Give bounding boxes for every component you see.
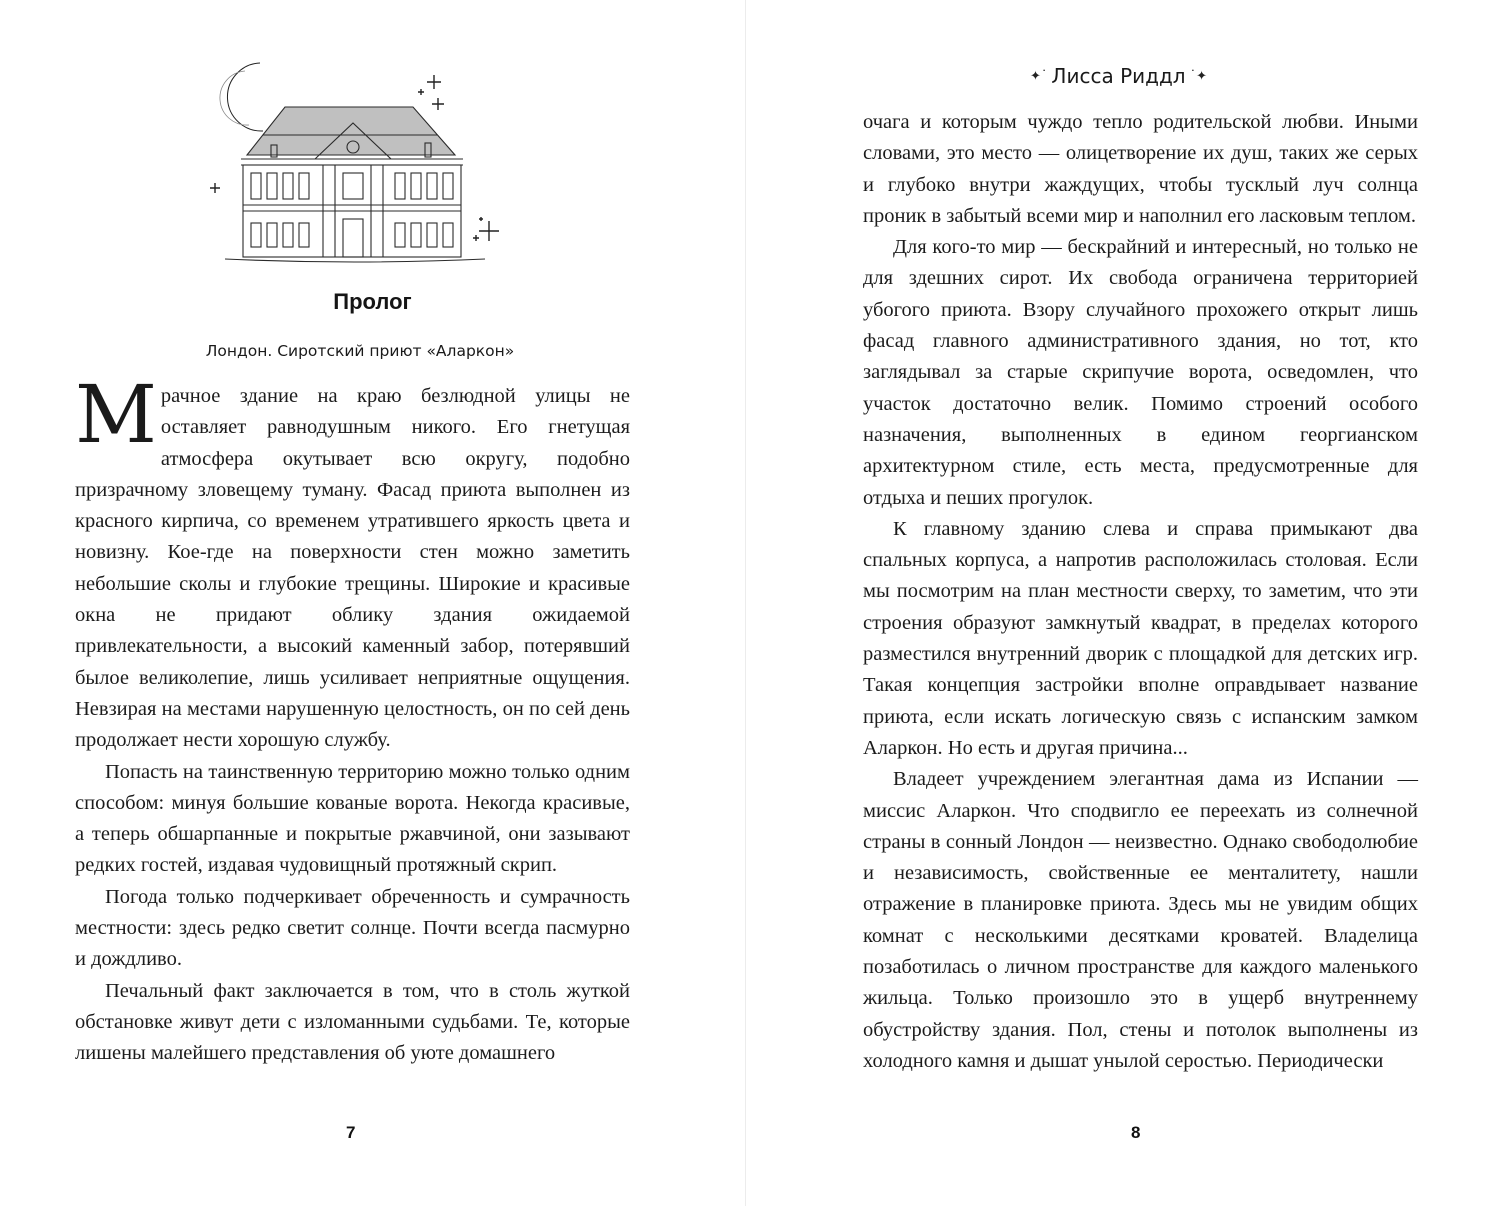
sparkle-stars-icon: ˙✦ [1189,69,1207,84]
paragraph: Погода только подчеркивает обреченность и сумрачность местности: здесь редко светит солнце. Почти всегда пасмурно и дождливо. [75,885,630,971]
georgian-building-icon [225,107,485,262]
paragraph: очага и которым чуждо тепло родительской любви. Иными словами, это место — олицетворение их душ, таких же серых и глубоко внутри жаждущих, чтобы тусклый луч солнца проник в забытый всеми мир и наполнил его ласковым теплом. [863,111,1418,227]
paragraph: Печальный факт заключается в том, что в столь жуткой обстановке живут дети с изломанными судьбами. Те, которые лишены малейшего представления об уюте домашнего [75,979,630,1065]
right-page [746,0,1491,1206]
running-head-text: Лисса Риддл [1051,64,1186,88]
stars-icon [210,75,499,241]
crescent-moon-icon [220,63,263,131]
paragraph: Владеет учреждением элегантная дама из Испании — миссис Аларкон. Что сподвигло ее переехать из солнечной страны в сонный Лондон — неизвестно. Однако свободолюбие и независимость, свойственные ее менталитету, нашли отражение в планировке приюта. Здесь мы не увидим общих комнат с несколькими десятками кроватей. Владелица позаботилась о личном пространстве для каждого маленького жильца. Только произошло это в ущерб внутреннему обустройству здания. Пол, стены и потолок выполнены из холодного камня и дышат унылой серостью. Периодически [863,768,1418,1072]
paragraph [75,368,630,757]
chapter-title: Пролог [333,289,412,314]
running-head [746,64,1491,88]
paragraph: Попасть на таинственную территорию можно только одним способом: минуя большие кованые ворота. Некогда красивые, а теперь обшарпанные и покрытые ржавчиной, они зазывают редких гостей, издавая чудовищный протяжный скрип. [75,760,630,877]
paragraph: К главному зданию слева и справа примыкают два спальных корпуса, а напротив расположилась столовая. Если мы посмотрим на план местности сверху, то заметим, что эти строения образуют замкнутый квадрат, в пределах которого разместился внутренний дворик с площадкой для детских игр. Такая концепция застройки вполне оправдывает название приюта, если искать логическую связь с испанским замком Аларкон. Но есть и другая причина... [863,517,1418,759]
sparkle-stars-icon: ✦˙ [1030,69,1048,84]
page-number: 7 [346,1123,356,1142]
drop-cap: М [75,368,157,461]
chapter-subtitle: Лондон. Сиротский приют «Аларкон» [205,342,515,360]
paragraph-text: рачное здание на краю безлюдной улицы не оставляет равнодушным никого. Его гнетущая атмосфера окутывает всю округу, подобно призрачному зловещему туману. Фасад приюта выполнен из красного кирпича, со временем утратившего яркость цвета и новизну. Кое-где на поверхности стен можно заметить небольшие сколы и глубокие трещины. Широкие и красивые окна не придают облику здания ожидаемой привлекательности, а высокий каменный забор, потерявший былое великолепие, лишь усиливает неприятные ощущения. Невзирая на местами нарушенную целостность, он по сей день продолжает нести хорошую службу. [75,385,630,752]
left-page-text [75,368,630,1070]
left-page [0,0,745,1206]
page-number: 8 [1131,1123,1141,1142]
paragraph: Для кого-то мир — бескрайний и интересный, но только не для здешних сирот. Их свобода ограничена территорией убогого приюта. Взору случайного прохожего открыт лишь фасад главного административного здания, но тот, кто заглядывал за старые скрипучие ворота, осведомлен, что участок достаточно велик. Помимо строений особого назначения, выполненных в едином георгианском архитектурном стиле, есть места, предусмотренные для отдыха и пеших прогулок. [863,236,1418,509]
moon-building-illustration [205,55,505,270]
right-page-text [863,107,1418,1077]
